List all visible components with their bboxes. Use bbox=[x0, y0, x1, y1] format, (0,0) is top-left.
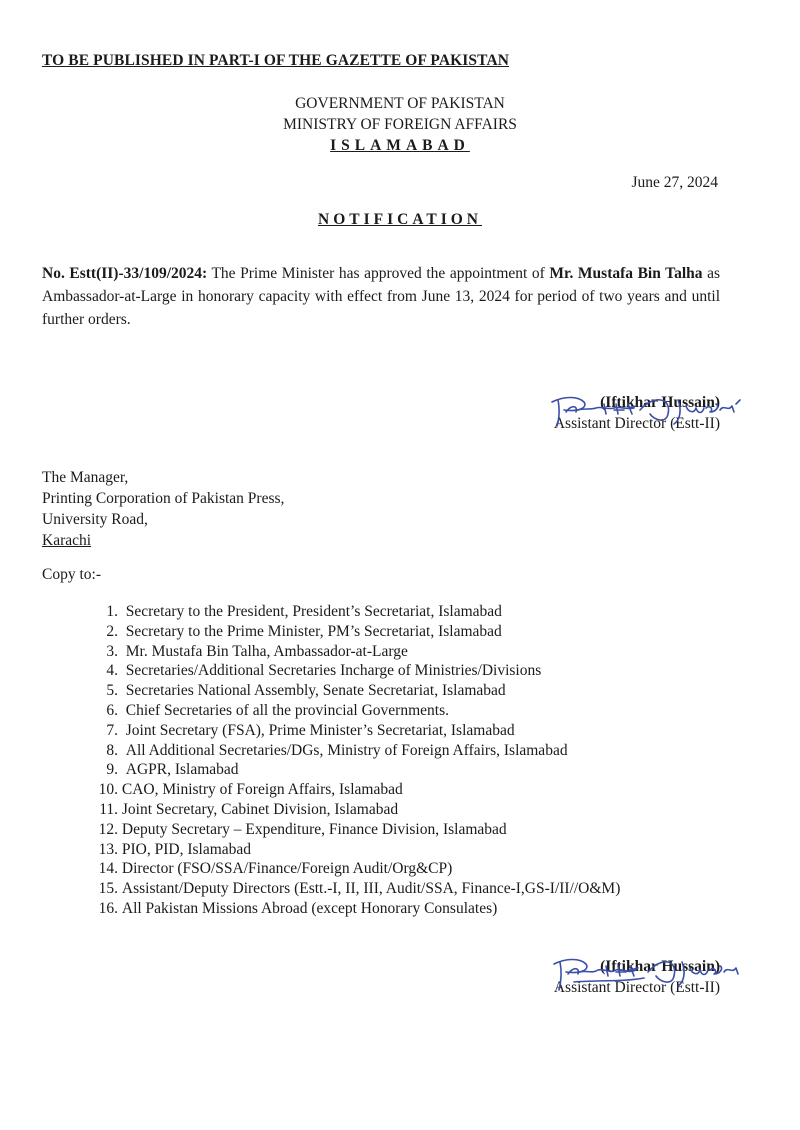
recipient-address bbox=[42, 467, 284, 551]
list-number: 13. bbox=[98, 840, 118, 858]
list-item bbox=[82, 602, 620, 622]
signature-block-bottom bbox=[460, 956, 720, 998]
list-text: Joint Secretary, Cabinet Division, Islamabad bbox=[121, 800, 399, 818]
signature-block-top bbox=[460, 392, 720, 434]
signatory-name: (Iftikhar Hussain) bbox=[600, 394, 720, 411]
list-text: Secretary to the President, President’s Secretariat, Islamabad bbox=[125, 603, 502, 620]
list-number: 7. bbox=[106, 721, 118, 739]
signatory-designation: Assistant Director (Estt-II) bbox=[553, 979, 720, 996]
list-item bbox=[82, 760, 620, 780]
list-number: 6. bbox=[106, 701, 118, 719]
list-item bbox=[82, 800, 620, 820]
address-line-3: University Road, bbox=[42, 511, 148, 528]
list-text: Joint Secretary (FSA), Prime Minister’s Secretariat, Islamabad bbox=[125, 721, 515, 739]
list-item bbox=[82, 681, 620, 701]
list-text: Deputy Secretary – Expenditure, Finance Division, Islamabad bbox=[121, 820, 507, 838]
body-text-1: The Prime Minister has approved the appointment of bbox=[207, 265, 550, 282]
list-text: Director (FSO/SSA/Finance/Foreign Audit/Org&CP) bbox=[121, 860, 453, 878]
notification-body bbox=[42, 262, 720, 331]
list-item bbox=[82, 661, 620, 681]
list-item bbox=[82, 721, 620, 741]
list-number: 8. bbox=[106, 741, 118, 759]
list-number: 1. bbox=[106, 603, 118, 620]
signatory-name: (Iftikhar Hussain) bbox=[600, 958, 720, 975]
list-text: PIO, PID, Islamabad bbox=[121, 840, 252, 858]
list-text: Mr. Mustafa Bin Talha, Ambassador-at-Large bbox=[125, 642, 408, 660]
list-item bbox=[82, 622, 620, 642]
list-text: Secretaries/Additional Secretaries Incharge of Ministries/Divisions bbox=[125, 662, 542, 680]
address-line-1: The Manager, bbox=[42, 469, 129, 486]
signatory-designation: Assistant Director (Estt-II) bbox=[553, 415, 720, 432]
body-text-2: as Ambassador-at-Large in honorary capacity with effect from June 13, 2024 for period of two years and until further orders. bbox=[42, 265, 720, 328]
list-number: 12. bbox=[98, 820, 118, 838]
ministry-line: MINISTRY OF FOREIGN AFFAIRS bbox=[283, 116, 517, 133]
list-text: Assistant/Deputy Directors (Estt.-I, II, III, Audit/SSA, Finance-I,GS-I/II//O&M) bbox=[121, 880, 621, 898]
gazette-heading: TO BE PUBLISHED IN PART-I OF THE GAZETTE OF PAKISTAN bbox=[42, 52, 510, 69]
list-item bbox=[82, 899, 620, 919]
list-text: CAO, Ministry of Foreign Affairs, Islamabad bbox=[121, 781, 403, 799]
list-number: 5. bbox=[106, 682, 118, 700]
list-text: All Additional Secretaries/DGs, Ministry of Foreign Affairs, Islamabad bbox=[125, 741, 568, 759]
copy-to-label: Copy to:- bbox=[42, 566, 101, 583]
list-number: 11. bbox=[99, 800, 118, 818]
list-item bbox=[82, 859, 620, 879]
list-text: Chief Secretaries of all the provincial Governments. bbox=[125, 701, 449, 719]
list-number: 2. bbox=[106, 622, 118, 640]
notification-title: NOTIFICATION bbox=[318, 211, 482, 228]
list-item bbox=[82, 701, 620, 721]
letterhead bbox=[0, 93, 800, 156]
list-number: 3. bbox=[106, 642, 118, 660]
list-text: Secretary to the Prime Minister, PM’s Secretariat, Islamabad bbox=[125, 622, 502, 640]
list-item bbox=[82, 642, 620, 662]
list-item bbox=[82, 840, 620, 860]
list-item bbox=[82, 879, 620, 899]
list-text: AGPR, Islamabad bbox=[125, 761, 239, 779]
list-text: All Pakistan Missions Abroad (except Honorary Consulates) bbox=[121, 899, 498, 917]
appointee-name: Mr. Mustafa Bin Talha bbox=[549, 265, 703, 282]
list-number: 10. bbox=[98, 781, 118, 799]
list-item bbox=[82, 780, 620, 800]
city-line: ISLAMABAD bbox=[330, 137, 470, 154]
list-number: 14. bbox=[98, 860, 118, 878]
list-number: 16. bbox=[98, 899, 118, 917]
government-line: GOVERNMENT OF PAKISTAN bbox=[295, 95, 505, 112]
list-number: 9. bbox=[106, 761, 118, 779]
list-number: 15. bbox=[98, 880, 118, 898]
list-item bbox=[82, 741, 620, 761]
list-number: 4. bbox=[106, 662, 118, 680]
copy-list bbox=[82, 602, 620, 919]
address-line-2: Printing Corporation of Pakistan Press, bbox=[42, 490, 285, 507]
notification-date: June 27, 2024 bbox=[631, 174, 718, 191]
list-item bbox=[82, 820, 620, 840]
reference-number: No. Estt(II)-33/109/2024: bbox=[42, 265, 208, 282]
list-text: Secretaries National Assembly, Senate Secretariat, Islamabad bbox=[125, 682, 506, 700]
address-line-4: Karachi bbox=[42, 532, 92, 549]
